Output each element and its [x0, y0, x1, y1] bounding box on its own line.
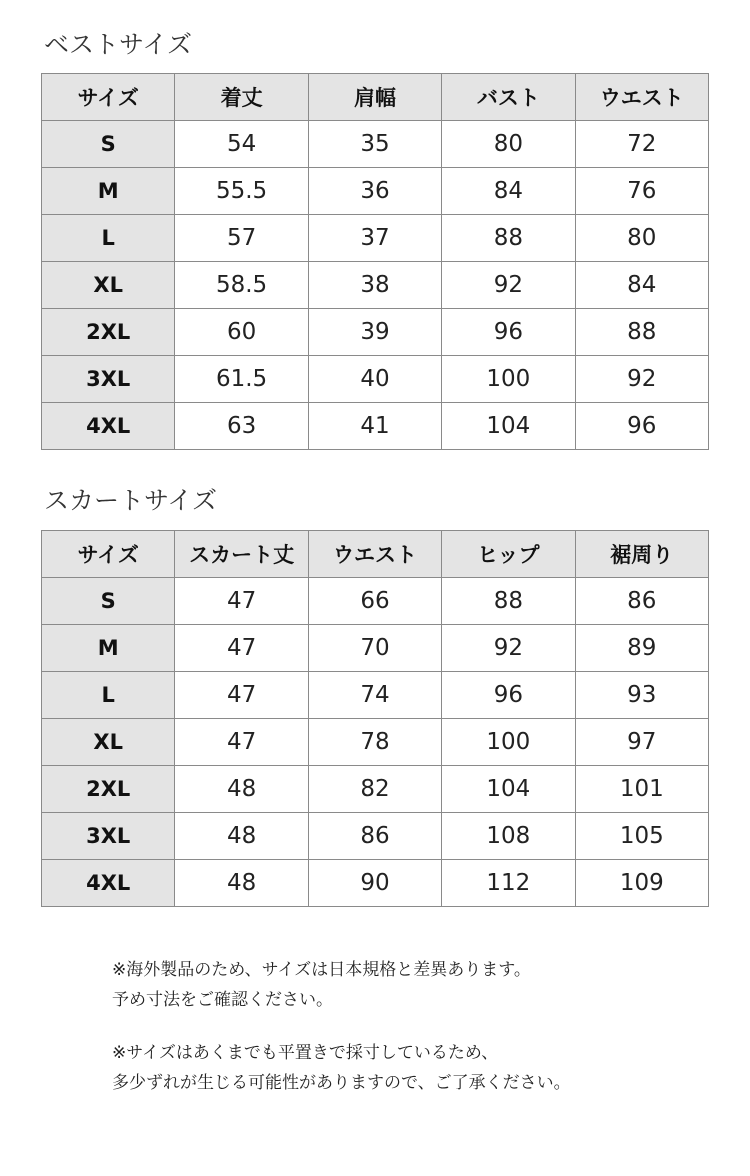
- table-cell: 101: [575, 766, 708, 813]
- size-label: XL: [42, 719, 175, 766]
- note-line: ※海外製品のため、サイズは日本規格と差異あります。: [112, 960, 531, 980]
- table-cell: 100: [442, 719, 575, 766]
- size-label: M: [42, 625, 175, 672]
- vest-size-table: [41, 73, 709, 450]
- table-cell: 82: [308, 766, 441, 813]
- table-cell: 92: [442, 262, 575, 309]
- table-cell: 88: [442, 215, 575, 262]
- table-row: [42, 168, 709, 215]
- table-cell: 109: [575, 860, 708, 907]
- table-row: [42, 860, 709, 907]
- table-cell: 72: [575, 121, 708, 168]
- skirt-size-title: スカートサイズ: [44, 486, 218, 515]
- table-cell: 97: [575, 719, 708, 766]
- table-cell: 92: [442, 625, 575, 672]
- table-row: [42, 766, 709, 813]
- table-cell: 48: [175, 860, 308, 907]
- table-cell: 108: [442, 813, 575, 860]
- table-cell: 48: [175, 813, 308, 860]
- table-cell: 35: [308, 121, 441, 168]
- column-header-shoulder: 肩幅: [308, 74, 441, 121]
- table-cell: 60: [175, 309, 308, 356]
- table-row: [42, 672, 709, 719]
- table-cell: 76: [575, 168, 708, 215]
- table-cell: 104: [442, 403, 575, 450]
- size-label: XL: [42, 262, 175, 309]
- column-header-bust: バスト: [442, 74, 575, 121]
- table-cell: 37: [308, 215, 441, 262]
- table-cell: 61.5: [175, 356, 308, 403]
- table-cell: 40: [308, 356, 441, 403]
- measurement-note: [112, 1038, 712, 1098]
- column-header-skirt-length: スカート丈: [175, 531, 308, 578]
- table-cell: 90: [308, 860, 441, 907]
- table-cell: 48: [175, 766, 308, 813]
- table-row: [42, 578, 709, 625]
- size-label: L: [42, 215, 175, 262]
- table-cell: 39: [308, 309, 441, 356]
- table-cell: 96: [442, 309, 575, 356]
- skirt-size-table: [41, 530, 709, 907]
- table-row: [42, 403, 709, 450]
- table-cell: 92: [575, 356, 708, 403]
- table-cell: 93: [575, 672, 708, 719]
- column-header-hip: ヒップ: [442, 531, 575, 578]
- size-label: 4XL: [42, 860, 175, 907]
- table-cell: 78: [308, 719, 441, 766]
- table-cell: 80: [575, 215, 708, 262]
- column-header-size: サイズ: [42, 74, 175, 121]
- table-cell: 84: [442, 168, 575, 215]
- table-row: [42, 121, 709, 168]
- size-label: 3XL: [42, 356, 175, 403]
- table-cell: 70: [308, 625, 441, 672]
- table-cell: 86: [308, 813, 441, 860]
- table-row: [42, 309, 709, 356]
- table-cell: 112: [442, 860, 575, 907]
- table-row: [42, 719, 709, 766]
- size-label: 3XL: [42, 813, 175, 860]
- overseas-product-note: [112, 955, 712, 1015]
- table-row: [42, 215, 709, 262]
- table-cell: 100: [442, 356, 575, 403]
- table-cell: 80: [442, 121, 575, 168]
- vest-size-title: ベストサイズ: [44, 30, 193, 59]
- table-row: [42, 813, 709, 860]
- table-cell: 57: [175, 215, 308, 262]
- note-line: 多少ずれが生じる可能性がありますので、ご了承ください。: [112, 1073, 571, 1093]
- table-cell: 96: [442, 672, 575, 719]
- table-header-row: [42, 74, 709, 121]
- size-label: 2XL: [42, 766, 175, 813]
- table-cell: 88: [575, 309, 708, 356]
- table-cell: 66: [308, 578, 441, 625]
- table-cell: 47: [175, 578, 308, 625]
- size-label: L: [42, 672, 175, 719]
- size-label: S: [42, 578, 175, 625]
- column-header-length: 着丈: [175, 74, 308, 121]
- table-cell: 96: [575, 403, 708, 450]
- table-cell: 47: [175, 625, 308, 672]
- table-cell: 55.5: [175, 168, 308, 215]
- column-header-waist: ウエスト: [575, 74, 708, 121]
- table-cell: 104: [442, 766, 575, 813]
- table-cell: 47: [175, 719, 308, 766]
- table-cell: 88: [442, 578, 575, 625]
- column-header-hem: 裾周り: [575, 531, 708, 578]
- table-row: [42, 262, 709, 309]
- table-header-row: [42, 531, 709, 578]
- column-header-waist: ウエスト: [308, 531, 441, 578]
- table-row: [42, 356, 709, 403]
- table-cell: 74: [308, 672, 441, 719]
- note-line: 予め寸法をご確認ください。: [112, 990, 333, 1010]
- table-cell: 54: [175, 121, 308, 168]
- table-row: [42, 625, 709, 672]
- table-cell: 86: [575, 578, 708, 625]
- table-cell: 47: [175, 672, 308, 719]
- table-cell: 36: [308, 168, 441, 215]
- column-header-size: サイズ: [42, 531, 175, 578]
- table-cell: 58.5: [175, 262, 308, 309]
- size-label: S: [42, 121, 175, 168]
- size-label: 4XL: [42, 403, 175, 450]
- table-cell: 41: [308, 403, 441, 450]
- size-label: M: [42, 168, 175, 215]
- table-cell: 89: [575, 625, 708, 672]
- table-cell: 84: [575, 262, 708, 309]
- table-cell: 38: [308, 262, 441, 309]
- note-line: ※サイズはあくまでも平置きで採寸しているため、: [112, 1043, 499, 1063]
- size-label: 2XL: [42, 309, 175, 356]
- table-cell: 105: [575, 813, 708, 860]
- table-cell: 63: [175, 403, 308, 450]
